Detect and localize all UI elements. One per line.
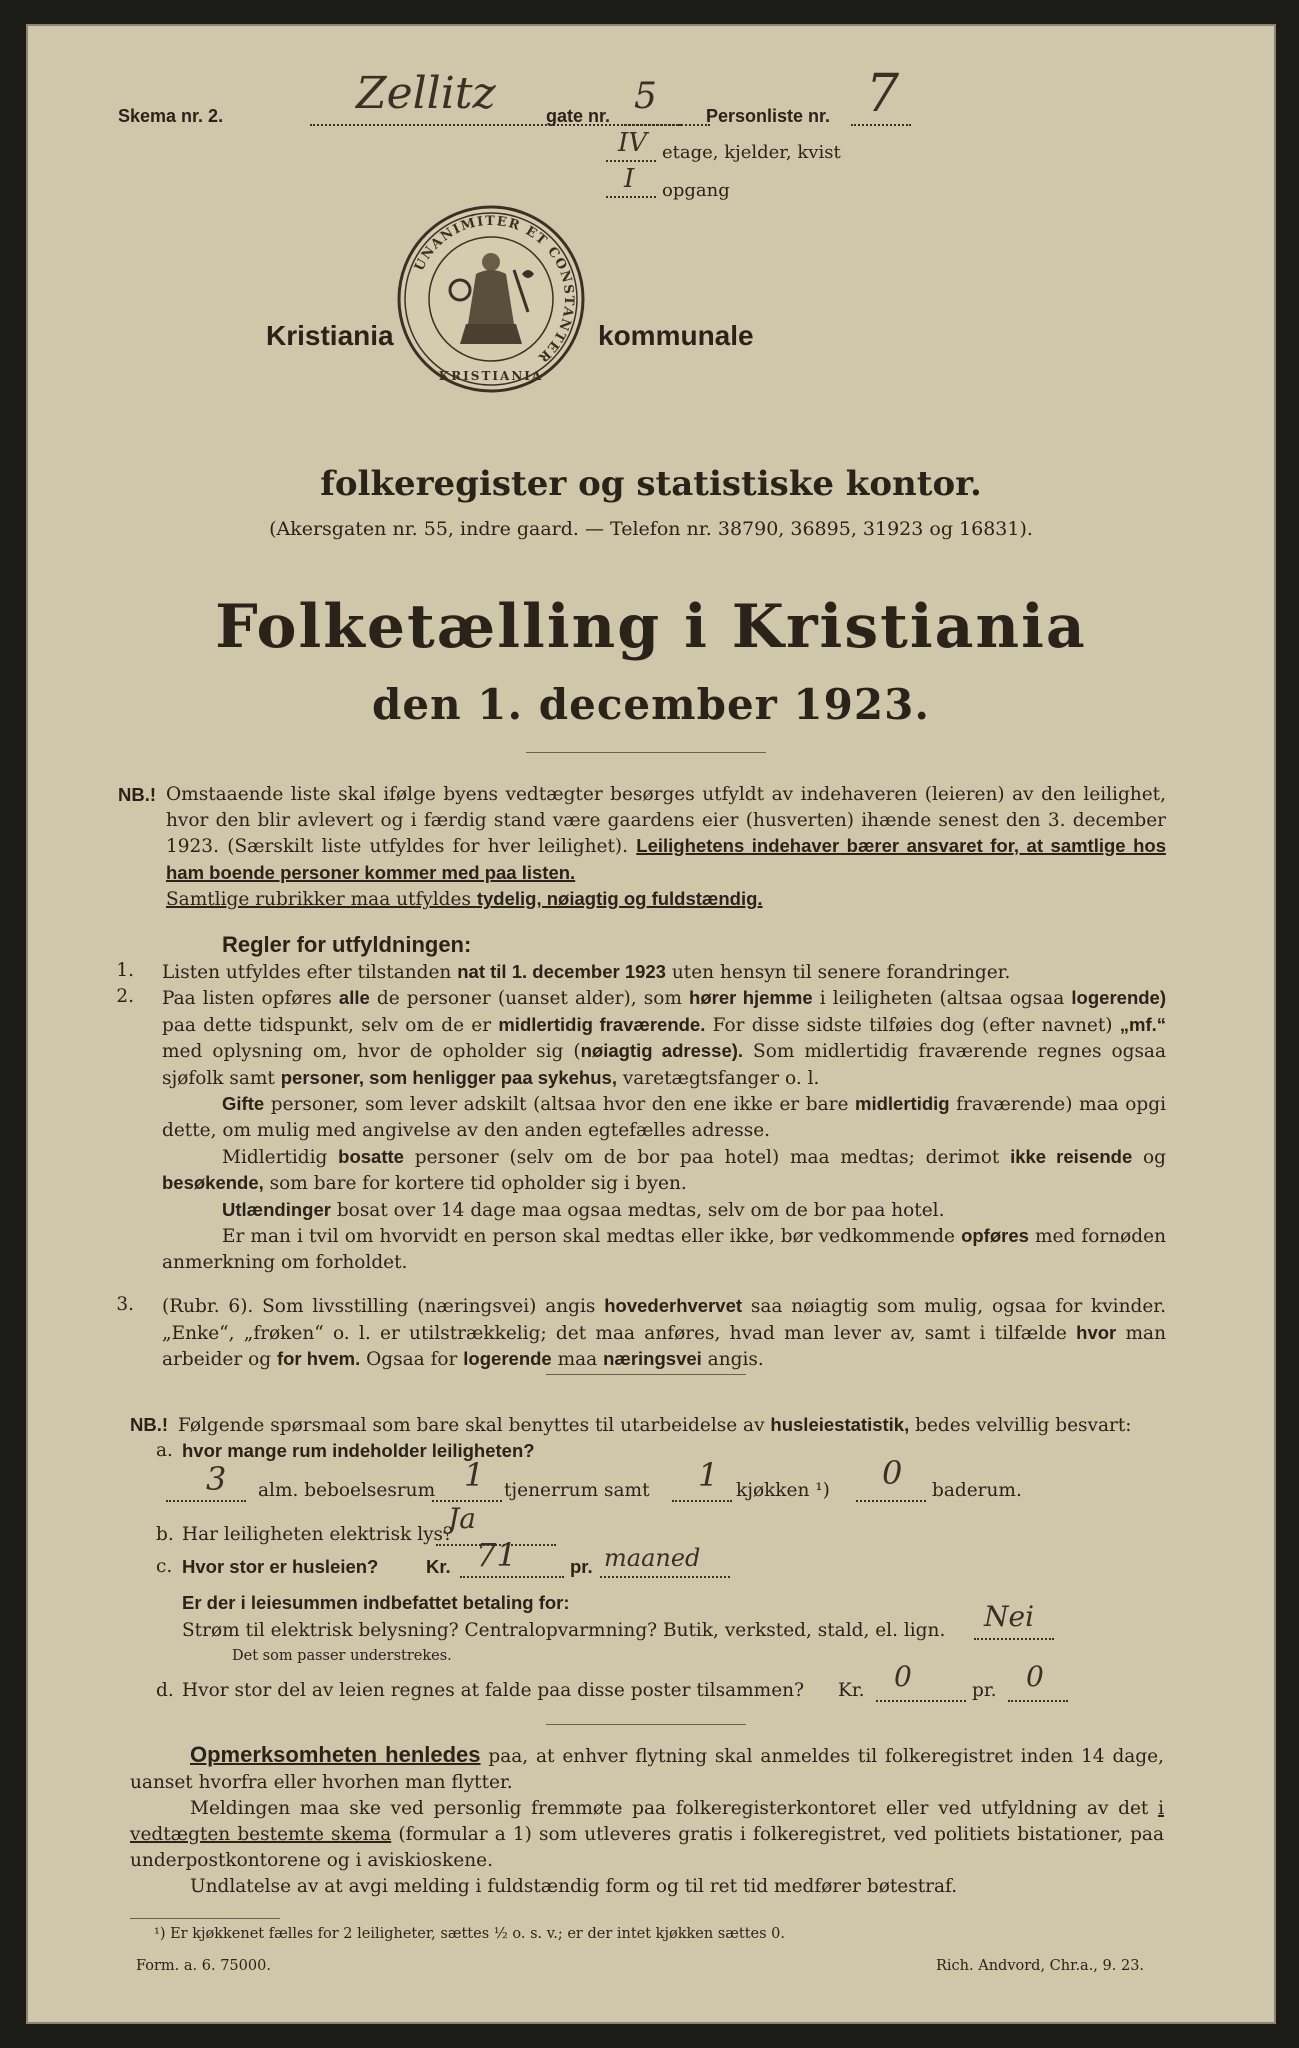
rule-2-b: alle <box>338 987 370 1008</box>
personliste-label: Personliste nr. <box>706 106 831 126</box>
attention-p2-a: Meldingen maa ske ved personlig fremmøte paa folkeregisterkontoret eller ved utfyldning av det <box>190 1798 1159 1819</box>
q-a-question: hvor mange rum indeholder leiligheten? <box>182 1440 535 1461</box>
attention-p2-b: i vedtægten bestemte skema <box>130 1798 1164 1845</box>
nb1-text <box>166 782 1166 913</box>
opgang-label: opgang <box>662 180 730 201</box>
q-d-label: d. <box>156 1680 174 1701</box>
rule-2-k: med oplysning om, hvor de opholder sig ( <box>162 1041 581 1063</box>
nb1-fill-emphasis: tydelig, nøiagtig og fuldstændig. <box>476 888 763 910</box>
attention-section <box>130 1742 1164 1900</box>
opgang-line <box>606 196 656 198</box>
nb2-intro-a: Følgende spørsmaal som bare skal benyttes til utarbeidelse av <box>178 1415 771 1436</box>
rule-3-c: saa nøiagtig som mulig, ogsaa for kvinder. „Enke“, „frøken“ o. l. er utilstrækkelig; det maa anføres, hvad man lever av, samt i tilfælde <box>162 1296 1166 1344</box>
rule-3-b: hovederhvervet <box>604 1295 743 1316</box>
bath-line <box>856 1500 926 1502</box>
kitchen-line <box>672 1500 732 1502</box>
rule-2 <box>162 985 1166 1276</box>
nb2-intro-b: husleiestatistik, <box>770 1414 910 1435</box>
seal-right-word: kommunale <box>598 320 754 351</box>
temp-b: bosatte <box>338 1145 404 1167</box>
temp-g: som bare for kortere tid opholder sig i byen. <box>263 1173 687 1195</box>
share-pr-value: 0 <box>1026 1660 1044 1693</box>
married-c: midlertidig <box>855 1093 950 1115</box>
personliste-value: 7 <box>866 64 900 124</box>
rule-2-number: 2. <box>116 986 134 1007</box>
rent-value: 71 <box>476 1536 517 1574</box>
etage-label: etage, kjelder, kvist <box>662 142 841 163</box>
servant-room-value: 1 <box>464 1456 485 1494</box>
share-kr-label: Kr. <box>838 1680 865 1701</box>
rent-pr-label: pr. <box>570 1556 593 1577</box>
share-pr-line <box>1008 1700 1068 1702</box>
nb2-intro <box>178 1414 1132 1436</box>
kitchen-value: 1 <box>698 1456 719 1494</box>
rule-3-h: logerende <box>463 1348 552 1370</box>
rule-3-f: for hvem. <box>276 1348 361 1370</box>
attention-p1: paa, at enhver flytning skal anmeldes til folkeregistret inden 14 dage, uanset hvorfra eller hvorhen man flytter. <box>130 1746 1164 1793</box>
city-seal-icon <box>396 204 586 394</box>
gate-line <box>621 124 681 126</box>
gate-label: gate nr. <box>546 106 611 126</box>
opgang-value: I <box>624 164 635 194</box>
nb1-body: Omstaaende liste skal ifølge byens vedtægter besørges utfyldt av indehaveren (leieren) av den leilighet, hvor den blir avlevert og i færdig stand være gaardens eier (husverten) ihænde senest den 3. december 1923. (Særskilt liste utfyldes for hver leilighet). <box>166 784 1166 858</box>
temp-e: og <box>1132 1146 1166 1168</box>
street-value: Zellitz <box>356 68 496 119</box>
rule-1-date: nat til 1. december 1923 <box>457 961 666 982</box>
foreign-a: Utlændinger <box>222 1198 331 1220</box>
seal-left-word: Kristiania <box>266 320 394 351</box>
electric-light-value: Ja <box>448 1502 476 1535</box>
temp-f: besøkende, <box>162 1172 264 1194</box>
q-b-label: b. <box>156 1524 174 1545</box>
questions-divider <box>546 1724 746 1725</box>
doubt-a: Er man i tvil om hvorvidt en person skal medtas eller ikke, bør vedkommende <box>222 1226 962 1248</box>
rule-2-e: i leiligheten (altsaa ogsaa <box>812 988 1072 1009</box>
attention-p3: Undlatelse av at avgi melding i fuldstændig form og til ret tid medfører bøtestraf. <box>190 1876 958 1897</box>
included-value: Nei <box>984 1600 1035 1633</box>
rule-2-o: varetægtsfanger o. l. <box>616 1067 820 1089</box>
rule-2-c: de personer (uanset alder), som <box>369 988 690 1009</box>
temp-a: Midlertidig <box>222 1146 339 1168</box>
rent-kr-label: Kr. <box>426 1556 451 1577</box>
rule-3-a: (Rubr. 6). Som livsstilling (næringsvei) angis <box>162 1296 605 1317</box>
rule-3 <box>162 1293 1166 1373</box>
bath-value: 0 <box>882 1454 903 1492</box>
rule-1 <box>162 959 1166 986</box>
foreign-b: bosat over 14 dage maa ogsaa medtas, selv om de bor paa hotel. <box>330 1199 945 1221</box>
footnote-divider <box>130 1918 280 1919</box>
rent-period-line <box>600 1576 730 1578</box>
rule-2-i: For disse sidste tilføies dog (efter navnet) <box>705 1014 1120 1036</box>
rule-3-j: næringsvei <box>603 1348 702 1370</box>
nb1-responsibility: Leilighetens indehaver bærer ansvaret for, at samtlige hos ham boende personer kommer med paa listen. <box>166 835 1166 883</box>
rent-period-value: maaned <box>604 1544 701 1572</box>
rule-2-a: Paa listen opføres <box>162 988 339 1009</box>
nb2-label: NB.! <box>130 1414 169 1435</box>
rule-3-g: Ogsaa for <box>360 1349 464 1371</box>
attention-heading: Opmerksomheten henledes <box>190 1742 481 1767</box>
married-b: personer, som lever adskilt (altsaa hvor den ene ikke er bare <box>264 1094 856 1116</box>
rule-1-text: Listen utfyldes efter tilstanden <box>162 962 458 983</box>
rule-2-j: „mf.“ <box>1119 1013 1166 1035</box>
q-d-question: Hvor stor del av leien regnes at falde paa disse poster tilsammen? <box>182 1680 804 1701</box>
married-a: Gifte <box>222 1093 265 1115</box>
doubt-c: med fornøden anmerkning om forholdet. <box>162 1226 1166 1273</box>
married-d: fraværende) maa opgi dette, om mulig med angivelse av den anden egtefælles adresse. <box>162 1094 1166 1141</box>
rule-3-k: angis. <box>701 1349 764 1371</box>
printer-credit: Rich. Andvord, Chr.a., 9. 23. <box>936 1958 1145 1974</box>
rule-2-l: nøiagtig adresse). <box>580 1040 744 1062</box>
included-items: Strøm til elektrisk belysning? Centralopvarmning? Butik, verksted, stald, el. lign. <box>182 1620 946 1641</box>
etage-value: IV <box>618 128 648 158</box>
rule-2-d: hører hjemme <box>689 987 813 1008</box>
main-title: Folketælling i Kristiania <box>215 592 1087 662</box>
seal-ring-text: UNANIMITER ET CONSTANTER <box>412 213 577 366</box>
rule-3-e: man arbeider og <box>162 1322 1166 1371</box>
included-note: Det som passer understrekes. <box>232 1648 452 1664</box>
census-form-sheet <box>26 24 1276 2024</box>
footnote: ¹) Er kjøkkenet fælles for 2 leiligheter, sættes ½ o. s. v.; er der intet kjøkken sættes 0. <box>154 1926 785 1942</box>
form-number: Form. a. 6. 75000. <box>136 1958 271 1974</box>
q-a-label: a. <box>156 1440 173 1461</box>
nb1-label: NB.! <box>118 784 157 805</box>
temp-d: ikke reisende <box>1010 1145 1133 1167</box>
main-subtitle: den 1. december 1923. <box>372 680 930 729</box>
gate-value: 5 <box>634 76 657 117</box>
share-line <box>876 1700 966 1702</box>
included-heading: Er der i leiesummen indbefattet betaling for: <box>182 1592 570 1613</box>
rooms-line <box>166 1500 246 1502</box>
nb2-intro-c: bedes velvillig besvart: <box>909 1415 1132 1436</box>
rule-2-n: personer, som henligger paa sykehus, <box>280 1066 617 1088</box>
attention-p2-c: (formular a 1) som utleveres gratis i folkeregistret, ved politiets bistationer, paa underpostkontorene og i aviskioskene. <box>130 1824 1164 1871</box>
seal-bottom-text: KRISTIANIA <box>438 369 544 383</box>
rule-3-i: maa <box>551 1349 604 1371</box>
skema-label: Skema nr. 2. <box>118 106 224 126</box>
rules-heading: Regler for utfyldningen: <box>222 932 472 957</box>
share-pr-label: pr. <box>972 1680 997 1701</box>
rules-divider <box>546 1374 746 1375</box>
q-c-question: Hvor stor er husleien? <box>182 1556 379 1577</box>
nb1-fill-instruction: Samtlige rubrikker maa utfyldes <box>166 889 477 911</box>
servant-room-label: tjenerrum samt <box>504 1480 650 1501</box>
q-b-question: Har leiligheten elektrisk lys? <box>182 1524 453 1545</box>
office-title: folkeregister og statistiske kontor. <box>320 464 982 504</box>
doubt-b: opføres <box>961 1225 1029 1247</box>
rooms-label: alm. beboelsesrum <box>258 1480 436 1501</box>
included-line <box>974 1638 1054 1640</box>
kitchen-label: kjøkken ¹) <box>736 1480 830 1501</box>
rule-2-h: midlertidig fraværende. <box>498 1013 706 1035</box>
bath-label: baderum. <box>932 1480 1022 1501</box>
rent-line <box>460 1576 564 1578</box>
office-address: (Akersgaten nr. 55, indre gaard. — Telefon nr. 38790, 36895, 31923 og 16831). <box>269 518 1033 540</box>
rule-1-tail: uten hensyn til senere forandringer. <box>665 962 1011 983</box>
rule-2-m: Som midlertidig fraværende regnes ogsaa sjøfolk samt <box>162 1041 1166 1089</box>
etage-line <box>606 160 656 162</box>
temp-c: personer (selv om de bor paa hotel) maa medtas; derimot <box>403 1146 1011 1168</box>
rule-2-f: logerende) <box>1071 987 1166 1008</box>
personliste-line <box>851 124 911 126</box>
rooms-value: 3 <box>206 1460 227 1498</box>
rule-2-g: paa dette tidspunkt, selv om de er <box>162 1014 499 1036</box>
q-c-label: c. <box>156 1556 173 1577</box>
share-value: 0 <box>894 1660 912 1693</box>
rule-1-number: 1. <box>116 960 134 981</box>
title-divider <box>526 752 766 753</box>
rule-3-d: hvor <box>1076 1321 1117 1343</box>
rule-3-number: 3. <box>116 1294 134 1315</box>
